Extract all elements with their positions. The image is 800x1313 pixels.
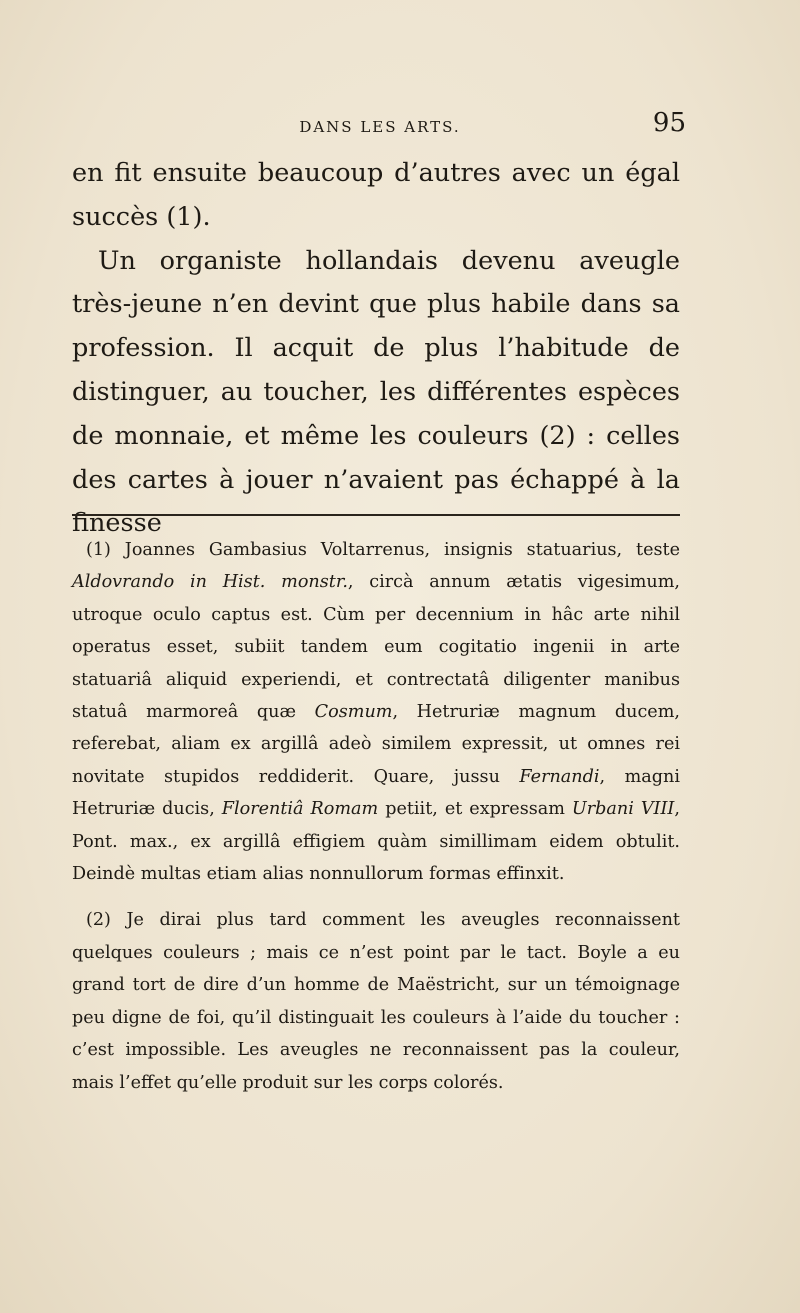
footnote-1-italic-name: Cosmum [314,702,393,723]
footnote-1-italic-name: Fernandi [519,766,600,787]
footnote-1-text: petiit, et expressam [378,799,572,820]
paragraph-organist: Un organiste hollandais devenu aveugle très-jeune n’en devint que plus habile dans sa profession. Il acquit de plus l’habitude de distinguer, au toucher, les différentes espèces de monnaie, et même les couleurs (2) : celles des cartes à jouer n’avaient pas échappé à la finesse [72,245,680,539]
footnote-1-text: , Pont. max., ex argillâ effigiem quàm simillimam eidem obtulit. Deindè multas etiam alias nonnullorum formas effinxit. [72,799,680,885]
footnote-1-text: , magni Hetruriæ ducis, [72,766,680,820]
footnote-1-italic-places: Florentiâ Romam [221,799,379,820]
footnote-divider [72,514,680,516]
running-head [80,108,686,154]
paragraph-continuation: en fit ensuite beaucoup d’autres avec un égal succès (1). [72,158,680,232]
footnote-1 [72,534,680,890]
footnotes [72,534,680,1099]
footnote-1-text: , Hetruriæ magnum ducem, referebat, aliam ex argillâ adeò similem expressit, ut omnes rei novitate stupidos reddiderit. Quare, jussu [72,702,680,787]
main-text [72,152,680,546]
footnote-1-text: , circà annum ætatis vigesimum, utroque oculo captus est. Cùm per decennium in hâc arte nihil operatus esset, subiit tandem eum cogitatio ingenii in arte statuariâ aliquid experiendi, et contrectatâ diligenter manibus statuâ marmoreâ quæ [72,572,680,723]
footnote-1-italic-pope: Urbani VIII [571,799,675,820]
running-title: DANS LES ARTS. [299,118,461,136]
page-number: 95 [652,108,686,138]
footnote-1-italic-source: Aldovrando in Hist. monstr. [72,572,348,593]
footnote-1-text: (1) Joannes Gambasius Voltarrenus, insignis statuarius, teste [86,540,680,560]
footnote-2: (2) Je dirai plus tard comment les aveugles reconnaissent quelques couleurs ; mais ce n’est point par le tact. Boyle a eu grand tort de dire d’un homme de Maëstricht, sur un témoignage peu digne de foi, qu’il distinguait les couleurs à l’aide du toucher : c’est impossible. Les aveugles ne reconnaissent pas la couleur, mais l’effet qu’elle produit sur les corps colorés. [72,910,680,1093]
